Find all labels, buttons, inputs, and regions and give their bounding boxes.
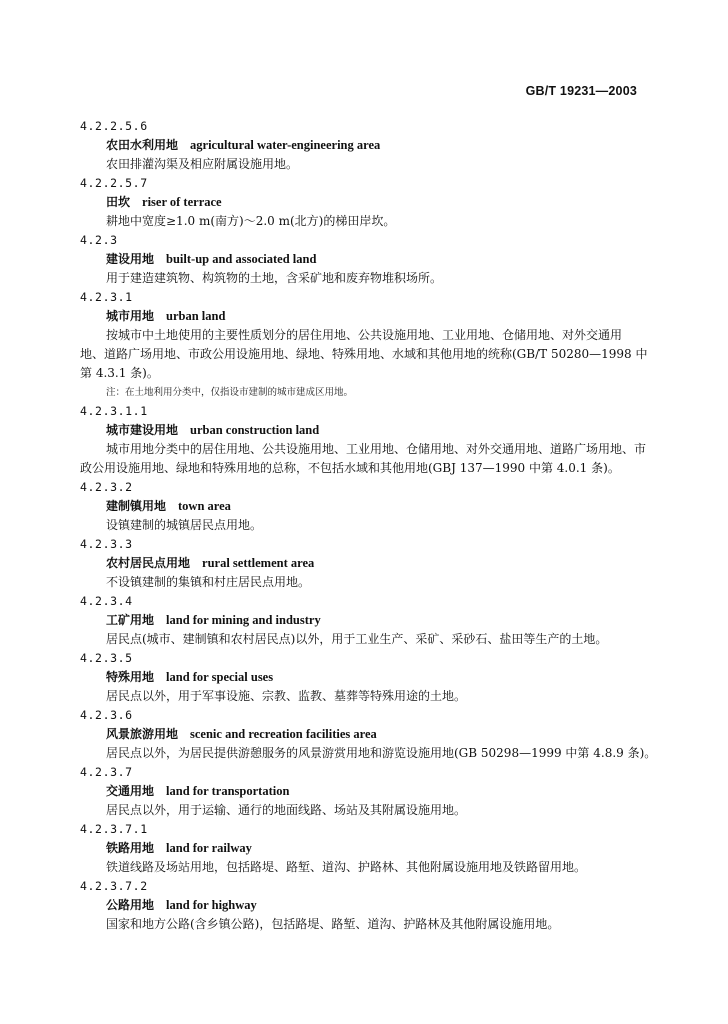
term-entry xyxy=(80,763,646,820)
definition xyxy=(80,516,646,535)
clause-number: 4.2.3.3 xyxy=(80,537,133,551)
term-english: land for railway xyxy=(166,841,252,855)
term-english: land for highway xyxy=(166,898,257,912)
definition xyxy=(80,801,646,820)
term-heading xyxy=(106,725,646,744)
term-chinese: 农田水利用地 xyxy=(106,138,179,152)
clause-number: 4.2.3.4 xyxy=(80,594,133,608)
term-heading xyxy=(106,136,646,155)
clause-number: 4.2.3.1.1 xyxy=(80,404,148,418)
definition xyxy=(80,326,646,383)
term-chinese: 农村居民点用地 xyxy=(106,556,191,570)
term-english: rural settlement area xyxy=(202,556,315,570)
term-heading xyxy=(106,668,646,687)
term-english: land for transportation xyxy=(166,784,290,798)
term-chinese: 交通用地 xyxy=(106,784,155,798)
term-chinese: 特殊用地 xyxy=(106,670,155,684)
definition xyxy=(80,915,646,934)
definition-line: 第 4.3.1 条)。 xyxy=(80,366,159,380)
definition-line: 铁道线路及场站用地，包括路堤、路堑、道沟、护路林、其他附属设施用地及铁路留用地。 xyxy=(106,860,587,874)
definition-line: 居民点以外，为居民提供游憩服务的风景游赏用地和游览设施用地(GB 50298—1999 中第 4.8.9 条)。 xyxy=(106,746,657,760)
term-heading xyxy=(106,497,646,516)
term-heading xyxy=(106,250,646,269)
clause-number: 4.2.3.5 xyxy=(80,651,133,665)
term-english: land for mining and industry xyxy=(166,613,321,627)
definition-line: 地、道路广场用地、市政公用设施用地、绿地、特殊用地、水域和其他用地的统称(GB/T 50280—1998 中 xyxy=(80,347,648,361)
term-entry xyxy=(80,231,646,288)
definition xyxy=(80,858,646,877)
term-chinese: 风景旅游用地 xyxy=(106,727,179,741)
term-entry xyxy=(80,174,646,231)
standard-code: GB/T 19231—2003 xyxy=(525,84,637,98)
definition-line: 设镇建制的城镇居民点用地。 xyxy=(106,518,263,532)
term-heading xyxy=(106,554,646,573)
definition xyxy=(80,687,646,706)
clause-number: 4.2.3.2 xyxy=(80,480,133,494)
term-chinese: 田坎 xyxy=(106,195,131,209)
term-entry xyxy=(80,649,646,706)
clause-number: 4.2.3.7 xyxy=(80,765,133,779)
term-chinese: 城市建设用地 xyxy=(106,423,179,437)
definition-line: 不设镇建制的集镇和村庄居民点用地。 xyxy=(106,575,311,589)
terms-list xyxy=(80,117,657,934)
definition-line: 耕地中宽度≥1.0 m(南方)～2.0 m(北方)的梯田岸坎。 xyxy=(106,214,396,228)
definition-line: 政公用设施用地、绿地和特殊用地的总称，不包括水域和其他用地(GBJ 137—1990 中第 4.0.1 条)。 xyxy=(80,461,620,475)
term-english: agricultural water-engineering area xyxy=(190,138,381,152)
term-english: land for special uses xyxy=(166,670,274,684)
term-chinese: 铁路用地 xyxy=(106,841,155,855)
term-english: scenic and recreation facilities area xyxy=(190,727,377,741)
definition xyxy=(80,630,646,649)
definition-line: 城市用地分类中的居住用地、公共设施用地、工业用地、仓储用地、对外交通用地、道路广场用地、市 xyxy=(106,442,647,456)
definition xyxy=(80,212,646,231)
term-heading xyxy=(106,307,646,326)
term-entry xyxy=(80,478,646,535)
term-entry xyxy=(80,820,646,877)
definition xyxy=(80,573,646,592)
term-entry xyxy=(80,877,646,934)
term-entry xyxy=(80,592,646,649)
term-english: urban construction land xyxy=(190,423,320,437)
clause-number: 4.2.3 xyxy=(80,233,118,247)
definition-line: 居民点以外，用于运输、通行的地面线路、场站及其附属设施用地。 xyxy=(106,803,467,817)
clause-number: 4.2.2.5.6 xyxy=(80,119,148,133)
definition xyxy=(80,440,646,478)
term-heading xyxy=(106,193,646,212)
term-entry xyxy=(80,706,657,763)
term-entry xyxy=(80,117,646,174)
term-english: riser of terrace xyxy=(142,195,222,209)
definition xyxy=(80,269,646,288)
definition-line: 居民点(城市、建制镇和农村居民点)以外，用于工业生产、采矿、采砂石、盐田等生产的土地。 xyxy=(106,632,608,646)
term-heading xyxy=(106,611,646,630)
term-chinese: 工矿用地 xyxy=(106,613,155,627)
clause-number: 4.2.3.7.2 xyxy=(80,879,148,893)
term-chinese: 建制镇用地 xyxy=(106,499,167,513)
clause-number: 4.2.3.7.1 xyxy=(80,822,148,836)
term-heading xyxy=(106,839,646,858)
term-heading xyxy=(106,782,646,801)
definition-line: 居民点以外，用于军事设施、宗教、监教、墓葬等特殊用途的土地。 xyxy=(106,689,467,703)
clause-number: 4.2.3.6 xyxy=(80,708,133,722)
term-entry xyxy=(80,535,646,592)
note: 注：在土地利用分类中，仅指设市建制的城市建成区用地。 xyxy=(106,387,354,398)
term-chinese: 公路用地 xyxy=(106,898,155,912)
clause-number: 4.2.2.5.7 xyxy=(80,176,148,190)
term-heading xyxy=(106,421,646,440)
definition-line: 按城市中土地使用的主要性质划分的居住用地、公共设施用地、工业用地、仓储用地、对外交通用 xyxy=(106,328,623,342)
term-chinese: 建设用地 xyxy=(106,252,155,266)
term-heading xyxy=(106,896,646,915)
clause-number: 4.2.3.1 xyxy=(80,290,133,304)
term-entry xyxy=(80,288,646,402)
definition-line: 国家和地方公路(含乡镇公路)，包括路堤、路堑、道沟、护路林及其他附属设施用地。 xyxy=(106,917,560,931)
definition xyxy=(80,155,646,174)
definition xyxy=(80,744,657,763)
term-english: urban land xyxy=(166,309,226,323)
term-english: town area xyxy=(178,499,231,513)
term-chinese: 城市用地 xyxy=(106,309,155,323)
term-english: built-up and associated land xyxy=(166,252,317,266)
definition-line: 农田排灌沟渠及相应附属设施用地。 xyxy=(106,157,299,171)
definition-line: 用于建造建筑物、构筑物的土地，含采矿地和废弃物堆积场所。 xyxy=(106,271,443,285)
term-entry xyxy=(80,402,646,478)
